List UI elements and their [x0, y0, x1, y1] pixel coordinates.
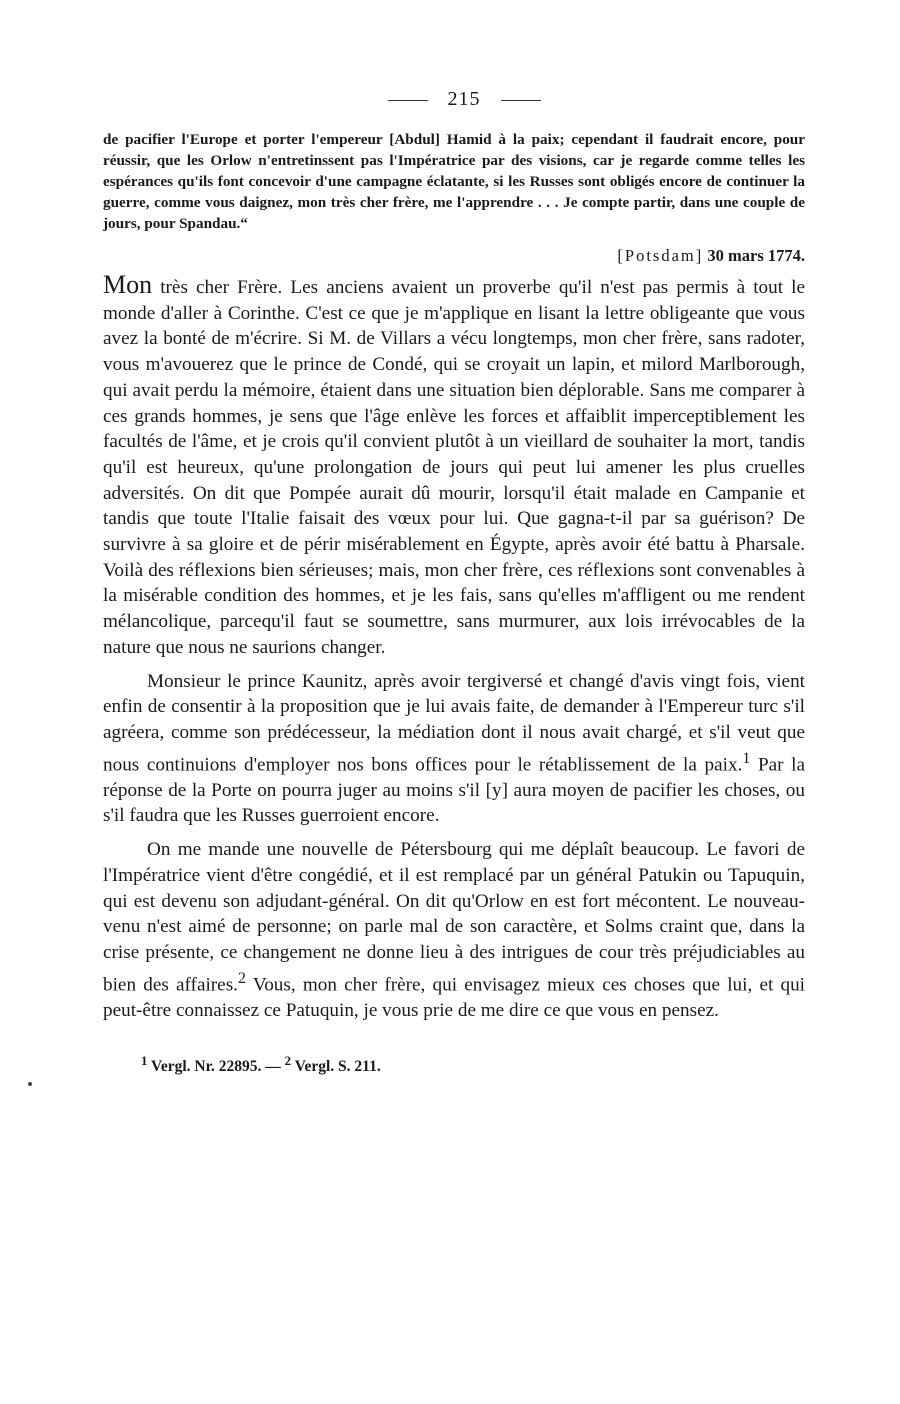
- header-rule-right: [501, 100, 541, 101]
- letter-paragraph-2: [103, 669, 805, 830]
- document-page: [103, 88, 805, 1077]
- letter-dateline: [103, 246, 805, 266]
- footnote-2-mark: 2: [284, 1053, 292, 1069]
- dateline-date: 30 mars 1774.: [707, 246, 805, 265]
- page-header: [123, 88, 805, 111]
- footnotes: [141, 1053, 805, 1076]
- paragraph-3-text: On me mande une nouvelle de Pétersbourg qui me déplaît beaucoup. Le favori de l'Impératrice vient d'être congédié, et il est remplacé par un général Patukin ou Tapuquin, qui est devenu son adjudant-général. On dit qu'Orlow en est fort mécontent. Le nouveau-venu n'est aimé de personne; on parle mal de son caractère, et Solms craint que, dans la crise présente, ce changement ne donne lieu à des intrigues de cour très préjudiciables au bien des affaires.: [103, 839, 805, 996]
- footnote-1-mark: 1: [141, 1053, 148, 1069]
- page-number: 215: [447, 88, 481, 110]
- footnote-1-text: Vergl. Nr. 22895. —: [147, 1058, 285, 1076]
- header-rule-left: [388, 100, 428, 101]
- letter-paragraph-1: [103, 272, 805, 661]
- paragraph-3-text-cont: Vous, mon cher frère, qui envisagez mieux ces choses que lui, et qui peut-être connaissez ce Patuquin, je vous prie de me dire ce que vous en pensez.: [103, 974, 805, 1021]
- letter-paragraph-3: [103, 837, 805, 1023]
- dateline-place: [Potsdam]: [617, 246, 704, 265]
- margin-ink-dot: [28, 1082, 32, 1086]
- footnote-ref-1[interactable]: 1: [742, 749, 751, 767]
- footnote-2-text: Vergl. S. 211.: [291, 1058, 381, 1076]
- paragraph-2-text: Monsieur le prince Kaunitz, après avoir tergiversé et changé d'avis vingt fois, vient enfin de consentir à la proposition que je lui avais faite, de demander à l'Empereur turc s'il agréera, comme son prédécesseur, la médiation dont il nous avait chargé, et s'il veut que nous continuions d'employer nos bons offices pour le rétablissement de la paix.: [103, 670, 805, 776]
- paragraph-initial: Mon: [103, 270, 153, 299]
- paragraph-2-text-cont: Par la réponse de la Porte on pourra juger au moins s'il [y] aura moyen de pacifier les choses, ou s'il faudra que les Russes guerroient encore.: [103, 754, 805, 827]
- paragraph-1-text: très cher Frère. Les anciens avaient un proverbe qu'il n'est pas permis à tout le monde d'aller à Corinthe. C'est ce que je m'applique en lisant la lettre obligeante que vous avez la bonté de m'écrire. Si M. de Villars a vécu longtemps, mon cher frère, sans radoter, vous m'avouerez que le prince de Condé, qui se croyait un lapin, et milord Marlborough, qui avait perdu la mémoire, étaient dans une situation bien déplorable. Sans me comparer à ces grands hommes, je sens que l'âge enlève les forces et affaiblit imperceptiblement les facultés de l'âme, et je crois qu'il convient plutôt à un vieillard de souhaiter la mort, tandis qu'il est heureux, qu'une prolongation de jours qui peut lui amener les plus cruelles adversités. On dit que Pompée aurait dû mourir, lorsqu'il était malade en Campanie et tandis que toute l'Italie faisait des vœux pour lui. Que gagna-t-il par sa guérison? De survivre à sa gloire et de périr misérablement en Égypte, après avoir été battu à Pharsale. Voilà des réflexions bien sérieuses; mais, mon cher frère, ces réflexions sont convenables à la misérable condition des hommes, et je les fais, sans qu'elles m'affligent ou me rendent mélancolique, parcequ'il faut se soumettre, sans murmurer, aux lois irrévocables de la nature que nous ne saurions changer.: [103, 277, 805, 658]
- quoted-passage: de pacifier l'Europe et porter l'empereur [Abdul] Hamid à la paix; cependant il faudrait encore, pour réussir, que les Orlow n'entretinssent pas l'Impératrice par des visions, car je regarde comme telles les espérances qu'ils font concevoir d'une campagne éclatante, si les Russes sont obligés encore de continuer la guerre, comme vous daignez, mon très cher frère, me l'apprendre . . . Je compte partir, dans une couple de jours, pour Spandau.“: [103, 131, 805, 232]
- footnote-ref-2[interactable]: 2: [237, 969, 246, 987]
